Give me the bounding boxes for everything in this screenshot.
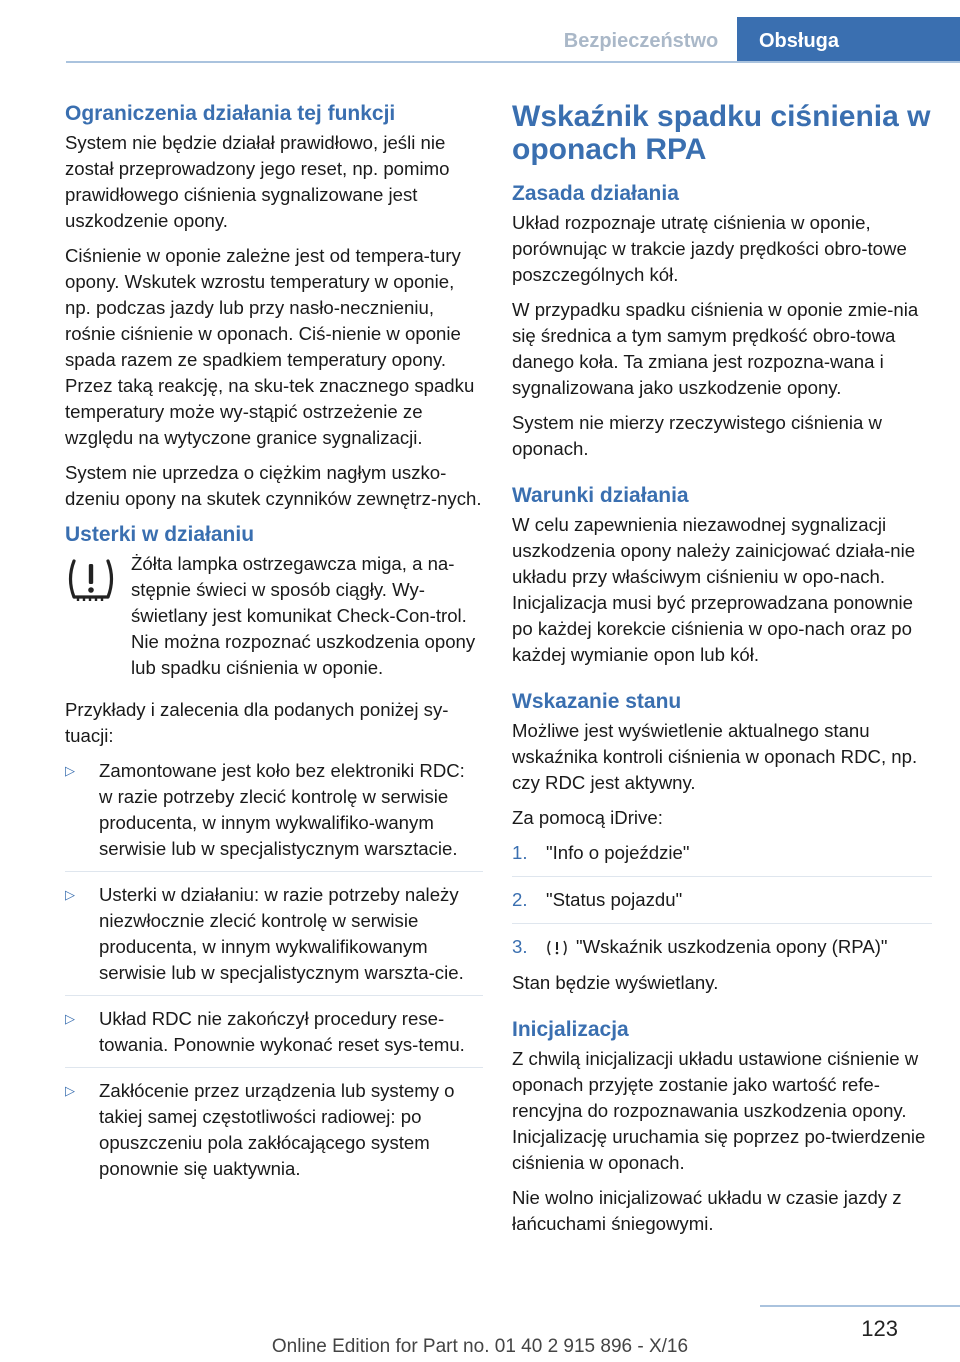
footer-divider xyxy=(760,1305,960,1307)
bullet-marker-icon: ▷ xyxy=(65,887,75,902)
heading-principle: Zasada działania xyxy=(512,182,679,205)
list-item: ▷ Usterki w działaniu: w razie potrzeby należy niezwłocznie zlecić kontrolę w serwisie producenta, w innym wykwalifikowanym serwisie lub w specjalistycznym warszta‐cie. xyxy=(65,884,464,983)
bullet-marker-icon: ▷ xyxy=(65,763,75,778)
list-item: 1. "Info o pojeździe" xyxy=(512,842,690,863)
paragraph: Nie wolno inicjalizować układu w czasie jazdy z łańcuchami śniegowymi. xyxy=(512,1187,902,1234)
header-divider xyxy=(66,61,960,63)
paragraph: Możliwe jest wyświetlenie aktualnego stanu wskaźnika kontroli ciśnienia w oponach RDC, np. czy RDC jest aktywny. xyxy=(512,720,918,793)
list-item: ▷ Zamontowane jest koło bez elektroniki RDC: w razie potrzeby zlecić kontrolę w serwisie producenta, w innym wykwalifiko‐wanym serwisie lub w specjalistycznym warsztacie. xyxy=(65,760,465,859)
paragraph: Za pomocą iDrive: xyxy=(512,807,663,828)
bullet-marker-icon: ▷ xyxy=(65,1083,75,1098)
paragraph: System nie mierzy rzeczywistego ciśnienia w oponach. xyxy=(512,412,882,459)
divider xyxy=(512,876,932,877)
tire-pressure-icon xyxy=(546,939,568,957)
list-item: ▷ Zakłócenie przez urządzenia lub systemy o takiej samej częstotliwości radiowej: po opuszczeniu pola zakłócającego system ponownie się uaktywnia. xyxy=(65,1080,455,1179)
paragraph: Przykłady i zalecenia dla podanych poniżej sy‐tuacji: xyxy=(65,699,449,746)
paragraph: W przypadku spadku ciśnienia w oponie zmie‐nia się średnica a tym samym prędkość obro‐towa danego koła. Ta zmiana jest rozpozna‐wana i sygnalizowana jako uszkodzenie opony. xyxy=(512,299,919,398)
page-title: Wskaźnik spadku ciśnienia w oponach RPA xyxy=(512,100,931,166)
bullet-list xyxy=(65,758,483,1182)
paragraph: Z chwilą inicjalizacji układu ustawione ciśnienie w oponach przyjęte zostanie jako wartość refe‐rencyjna do rozpoznawania uszkodzenia opony. Inicjalizację uruchamia się poprzez po‐twierdzenie ciśnienia w oponach. xyxy=(512,1048,926,1173)
paragraph: Ciśnienie w oponie zależne jest od tempera‐tury opony. Wskutek wzrostu temperatury w oponie, np. podczas jazdy lub przy nasło‐necznieniu, rośnie ciśnienie w oponach. Ciś‐nienie w oponie spada razem ze spadkiem temperatury opony. Przez taką reakcję, na sku‐tek znacznego spadku temperatury może wy‐stąpić ostrzeżenie ze względu na wytyczone granice sygnalizacji. xyxy=(65,245,475,448)
paragraph: Układ rozpoznaje utratę ciśnienia w oponie, porównując w trakcie jazdy prędkości obro‐towe poszczególnych kół. xyxy=(512,212,907,285)
tire-pressure-warning-icon xyxy=(65,553,117,605)
list-item: 2. "Status pojazdu" xyxy=(512,889,683,910)
paragraph: System nie będzie działał prawidłowo, jeśli nie został przeprowadzony jego reset, np. pomimo prawidłowego ciśnienia sygnalizowane jest uszkodzenie opony. xyxy=(65,132,450,231)
list-item: ▷ Układ RDC nie zakończył procedury rese‐towania. Ponownie wykonać reset sys‐temu. xyxy=(65,1008,465,1055)
heading-limits: Ograniczenia działania tej funkcji xyxy=(65,102,396,125)
divider xyxy=(512,923,932,924)
numbered-list xyxy=(512,840,932,960)
right-column xyxy=(512,100,932,1246)
bullet-marker-icon: ▷ xyxy=(65,1011,75,1026)
heading-faults: Usterki w działaniu xyxy=(65,523,255,546)
list-item: 3. "Wskaźnik uszkodzenia opony (RPA)" xyxy=(512,936,888,957)
paragraph: W celu zapewnienia niezawodnej sygnalizacji uszkodzenia opony należy zainicjować działa‐nie układu przy właściwym ciśnieniu w opo‐nach. Inicjalizacja musi być przeprowadzana ponownie po każdej korekcie ciśnienia w opo‐nach oraz po każdej wymianie opon lub kół. xyxy=(512,514,916,665)
page-number: 123 xyxy=(861,1316,898,1341)
heading-status: Wskazanie stanu xyxy=(512,690,682,713)
divider xyxy=(65,1067,483,1068)
heading-conditions: Warunki działania xyxy=(512,484,689,507)
warning-text: Żółta lampka ostrzegawcza miga, a na‐stępnie świeci w sposób ciągły. Wy‐świetlany jest komunikat Check-Con‐trol. Nie można rozpoznać uszkodzenia opony lub spadku ciśnienia w oponie. xyxy=(131,553,476,678)
tab-obsluga[interactable]: Obsługa xyxy=(737,17,960,61)
footer-edition: Online Edition for Part no. 01 40 2 915 896 - X/16 xyxy=(271,1336,689,1357)
heading-init: Inicjalizacja xyxy=(512,1018,629,1041)
divider xyxy=(65,995,483,996)
page-header xyxy=(0,0,960,62)
warning-block xyxy=(65,551,483,681)
paragraph: Stan będzie wyświetlany. xyxy=(512,972,719,993)
paragraph: System nie uprzedza o ciężkim nagłym uszko‐dzeniu opony na skutek czynników zewnętrz‐nych. xyxy=(65,462,482,509)
divider xyxy=(65,871,483,872)
tab-bezpieczenstwo[interactable]: Bezpieczeństwo xyxy=(563,30,719,52)
left-column xyxy=(65,100,483,1191)
